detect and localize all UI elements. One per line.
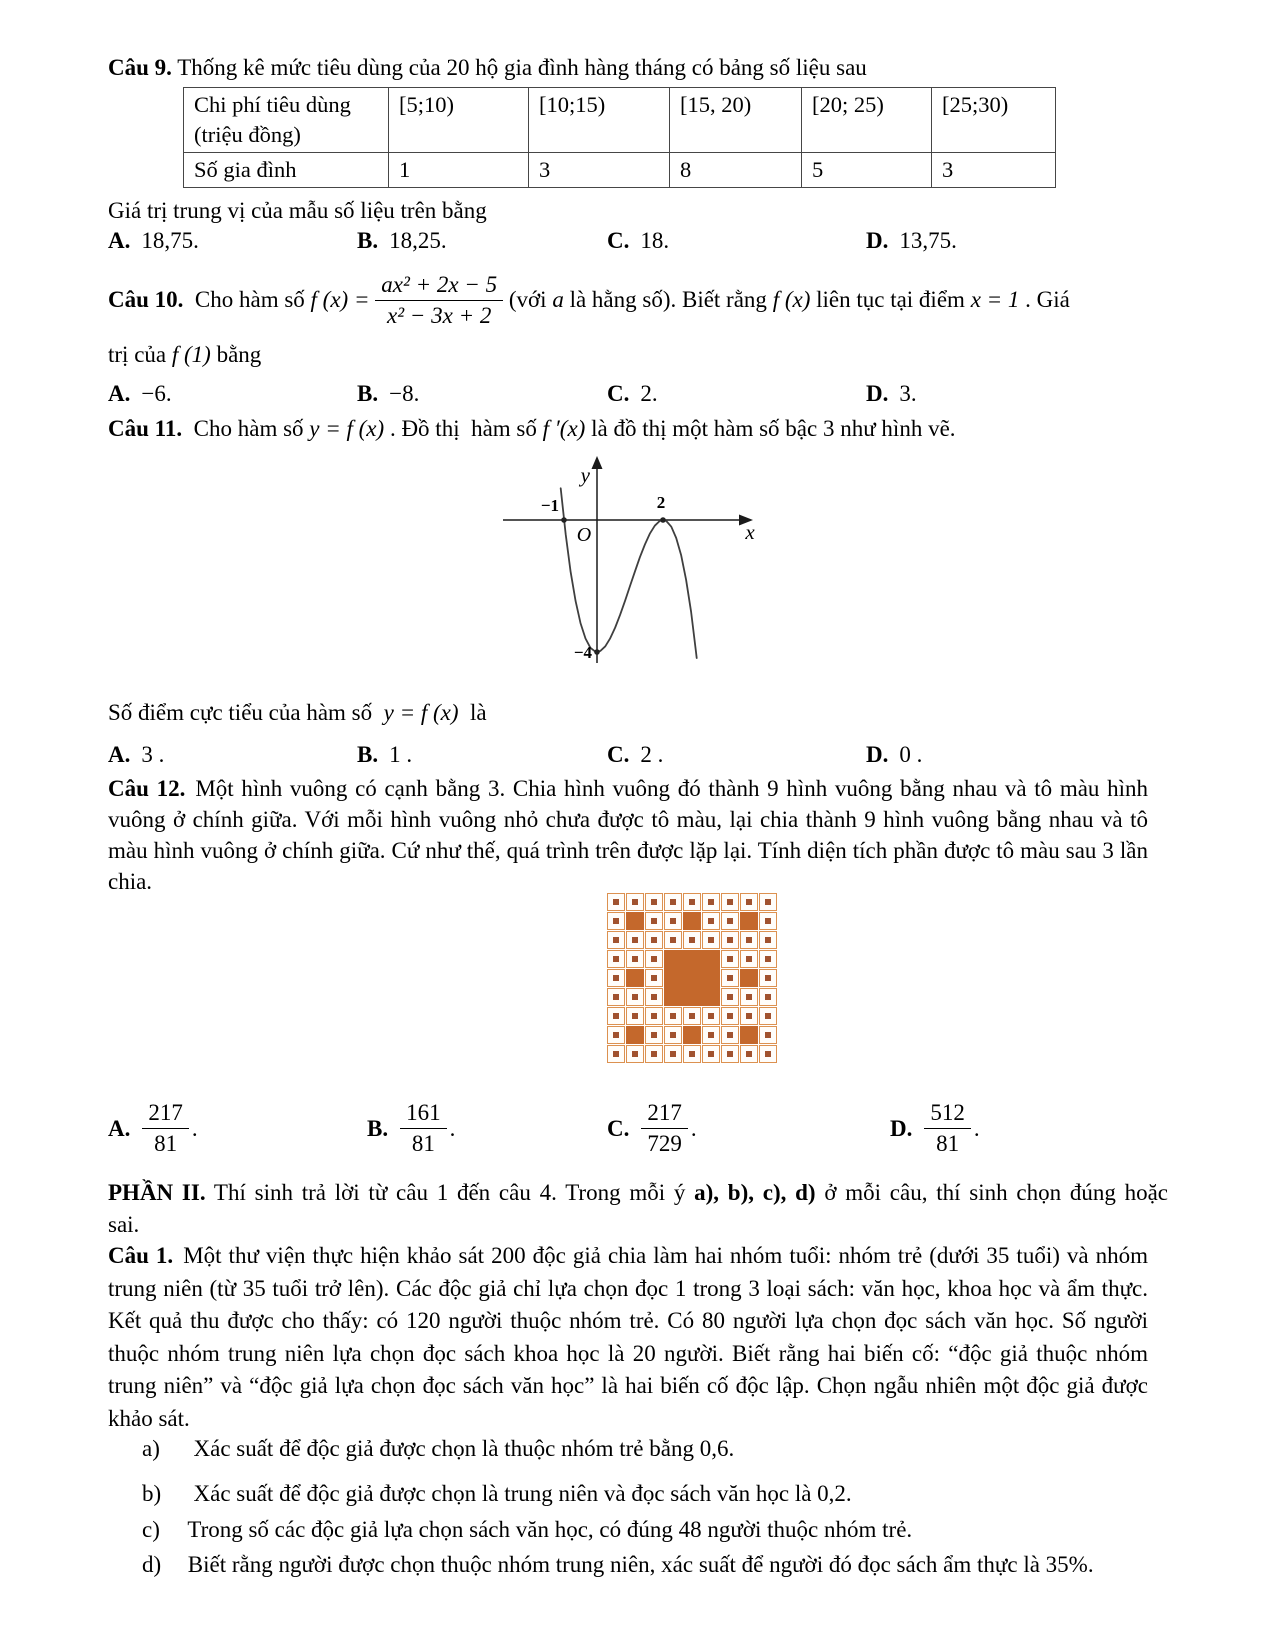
fractal-dot [765,956,771,962]
fractal-cell [683,893,701,911]
fractal-dot [765,918,771,924]
fractal-dot [651,994,657,1000]
fractal-cell [607,931,625,949]
fractal-dot [651,1032,657,1038]
fractal-cell [702,893,720,911]
fractal-dot [765,899,771,905]
part2-label: PHẦN II. [108,1180,206,1205]
fractal-dot [689,899,695,905]
fraction: $\frac{161}{81}$ [400,1100,447,1157]
fractal-dot [708,899,714,905]
fractal-cell [683,1026,701,1044]
table-header-cell: Số gia đình [184,153,389,188]
interval-cell: [25;30) [932,88,1056,153]
fractal-dot [727,975,733,981]
point-x-neg1 [561,517,567,523]
fractal-cell [645,950,663,968]
fractal-cell [702,1045,720,1063]
q1-item-d: d) Biết rằng người được chọn thuộc nhóm trung niên, xác suất để người đó đọc sách ẩm thực là 35%. [142,1552,1094,1577]
fractal-dot [689,937,695,943]
q1-item-a: a) Xác suất để độc giả được chọn là thuộc nhóm trẻ bằng 0,6. [142,1436,735,1461]
fractal-dot [613,994,619,1000]
fractal-cell [645,931,663,949]
fractal-dot [632,899,638,905]
x-axis-label: x [745,520,755,544]
fractal-dot [613,899,619,905]
option-c: C. $\frac{217}{729}$ . [607,1100,697,1156]
q12-text: Một hình vuông có cạnh bằng 3. Chia hình vuông đó thành 9 hình vuông bằng nhau và tô màu hình vuông ở chính giữa. Với mỗi hình vuông nhỏ chưa được tô màu, lại chia thành 9 hình vuông bằng nhau và tô màu hình vuông ở chính giữa. Cứ như thế, quá trình trên được lặp lại. Tính diện tích phần được tô màu sau 3 lần chia. [108,776,1148,894]
fractal-cell [759,969,777,987]
q9-label: Câu 9. [108,55,172,80]
fractal-cell [664,1026,682,1044]
q12-label: Câu 12. [108,776,186,801]
q12-paragraph [108,773,1148,897]
fractal-dot [708,937,714,943]
fractal-dot [727,1032,733,1038]
count-cell: 5 [802,153,932,188]
fractal-cell [740,969,758,987]
fractal-cell [740,950,758,968]
q9-question: Giá trị trung vị của mẫu số liệu trên bằng [108,198,487,223]
fractal-dot [765,1032,771,1038]
fractal-dot [708,1051,714,1057]
q10-label: Câu 10. [108,287,184,312]
q10-line1: Câu 10. Cho hàm số f (x) = $\frac{\text{ax² + 2x − 5}}{\text{x² − 3x + 2}}$ (với a là hằng số). Biết rằng f (x) liên tục tại điểm x = 1 . Giá [108,271,1070,328]
interval-cell: [15, 20) [670,88,802,153]
fractal-dot [727,937,733,943]
fractal-cell [645,988,663,1006]
fractal-cell [645,1026,663,1044]
q11-question: Số điểm cực tiểu của hàm số y = f (x) là [108,700,487,725]
q9-frequency-table [183,87,1056,188]
fractal-dot [651,1051,657,1057]
fractal-cell [759,1045,777,1063]
q11-label: Câu 11. [108,416,183,441]
fractal-cell [702,1007,720,1025]
x-intercept-label: −1 [540,496,559,515]
fractal-dot [765,937,771,943]
point-min [594,649,600,655]
fractal-cell [702,1026,720,1044]
fractal-dot [632,994,638,1000]
table-row [184,153,1056,188]
origin-label: O [576,524,592,546]
fractal-dot [727,956,733,962]
fractal-cell [759,912,777,930]
fractal-cell [607,1045,625,1063]
fractal-cell [607,950,625,968]
fractal-cell [759,1007,777,1025]
count-cell: 3 [529,153,670,188]
fractal-dot [632,937,638,943]
fractal-cell [626,1007,644,1025]
fractal-cell [645,893,663,911]
q11-cubic-graph [495,450,765,665]
fractal-dot [670,918,676,924]
fractal-dot [765,1051,771,1057]
fractal-dot [613,1032,619,1038]
option-d: D. $\frac{512}{81}$ . [890,1100,980,1156]
fractal-cell [607,988,625,1006]
fractal-dot [746,994,752,1000]
fractal-dot [613,956,619,962]
q9-title-text: Thống kê mức tiêu dùng của 20 hộ gia đình hàng tháng có bảng số liệu sau [171,55,867,80]
q12-options [108,1100,1183,1162]
fractal-dot [613,937,619,943]
fractal-cell [759,931,777,949]
y-axis-label: y [580,463,590,487]
fractal-dot [689,1051,695,1057]
fractal-cell [759,988,777,1006]
fractal-cell [664,893,682,911]
fractal-cell [740,1026,758,1044]
fractal-dot [613,918,619,924]
option-a: A. 3 . [108,742,165,767]
fractal-cell [759,893,777,911]
fractal-dot [632,1013,638,1019]
option-d: D. 3. [866,381,917,406]
fractal-dot [613,1051,619,1057]
fractal-cell [607,1007,625,1025]
point-x-2 [660,517,666,523]
fractal-cell [740,1045,758,1063]
fractal-cell [721,893,739,911]
fraction: $\frac{217}{81}$ [142,1100,189,1157]
fractal-dot [765,1013,771,1019]
fractal-cell [626,969,644,987]
fractal-dot [746,899,752,905]
fractal-cell [664,1007,682,1025]
q9-title [108,53,867,83]
fractal-cell [645,1045,663,1063]
q10-fx: f (x) = [310,287,376,312]
fractal-cell [740,893,758,911]
q1-item-b: b) Xác suất để độc giả được chọn là trung niên và đọc sách văn học là 0,2. [142,1481,852,1506]
fractal-cell [740,912,758,930]
fractal-cell [721,1045,739,1063]
option-a: A. $\frac{217}{81}$ . [108,1100,198,1156]
fractal-dot [670,1032,676,1038]
fractal-dot [632,956,638,962]
q10-line2: trị của f (1) bằng [108,342,262,367]
option-b: B. 1 . [357,742,413,767]
fractal-cell [721,969,739,987]
fractal-cell [626,931,644,949]
fractal-cell [626,893,644,911]
fractal-cell [721,931,739,949]
fractal-dot [651,899,657,905]
fractal-dot [727,1051,733,1057]
fractal-cell [759,1026,777,1044]
fractal-cell [626,1026,644,1044]
fractal-cell [626,950,644,968]
option-c: C. 2 . [607,742,664,767]
fractal-cell [664,912,682,930]
fractal-cell [702,912,720,930]
part2-header-line2: sai. [108,1212,140,1237]
fractal-cell [607,912,625,930]
fractal-dot [765,994,771,1000]
fractal-cell [740,931,758,949]
option-b: B. $\frac{161}{81}$ . [367,1100,456,1156]
q1-item-c: c) Trong số các độc giả lựa chọn sách văn học, có đúng 48 người thuộc nhóm trẻ. [142,1517,913,1542]
fractal-dot [708,1032,714,1038]
fractal-dot [670,1013,676,1019]
y-min-label: −4 [573,643,592,662]
interval-cell: [20; 25) [802,88,932,153]
fractal-cell [721,1026,739,1044]
fractal-cell [683,912,701,930]
x-touch-label: 2 [656,493,666,512]
fractal-cell [645,912,663,930]
fractal-dot [746,1051,752,1057]
table-row [184,88,1056,153]
fractal-cell [664,931,682,949]
fractal-cell [759,950,777,968]
fractal-dot [765,975,771,981]
fractal-cell [702,931,720,949]
fractal-dot [670,937,676,943]
q1-label: Câu 1. [108,1243,174,1268]
fractal-cell [740,1007,758,1025]
q1-paragraph [108,1240,1148,1435]
fractal-cell [683,931,701,949]
fractal-dot [727,918,733,924]
fractal-dot [651,1013,657,1019]
fractal-cell [664,1045,682,1063]
fractal-cell [607,969,625,987]
fractal-dot [727,1013,733,1019]
option-a: A. 18,75. [108,228,199,253]
fractal-dot [670,1051,676,1057]
fractal-dot [651,937,657,943]
count-cell: 8 [670,153,802,188]
fraction: $\frac{512}{81}$ [924,1100,971,1157]
table-header-cell: Chi phí tiêu dùng (triệu đồng) [184,88,389,153]
fractal-cell [721,950,739,968]
fractal-dot [651,918,657,924]
count-cell: 3 [932,153,1056,188]
y-axis-arrow [592,456,603,469]
q10-fraction: $\frac{\text{ax² + 2x − 5}}{\text{x² − 3x + 2}}$ [375,272,503,329]
fractal-cell [683,1045,701,1063]
fractal-cell [626,912,644,930]
fractal-dot [708,918,714,924]
fractal-dot [632,1051,638,1057]
fractal-dot [613,1013,619,1019]
fractal-cell [721,988,739,1006]
option-a: A. −6. [108,381,172,406]
fractal-dot [746,956,752,962]
fractal-figure [607,893,777,1063]
fractal-cell [626,1045,644,1063]
fractal-cell [721,912,739,930]
fractal-cell [626,988,644,1006]
fractal-dot [727,994,733,1000]
fractal-dot [727,899,733,905]
option-d: D. 13,75. [866,228,957,253]
fractal-dot [651,956,657,962]
fractal-dot [746,937,752,943]
fractal-dot [613,975,619,981]
count-cell: 1 [389,153,529,188]
q11-title: Câu 11. Cho hàm số y = f (x) . Đồ thị hàm số f ′(x) là đồ thị một hàm số bậc 3 như hình vẽ. [108,416,956,441]
fraction: $\frac{217}{729}$ [641,1100,688,1157]
fractal-dot [746,1013,752,1019]
interval-cell: [10;15) [529,88,670,153]
fractal-dot [689,1013,695,1019]
option-c: C. 2. [607,381,658,406]
interval-cell: [5;10) [389,88,529,153]
fractal-center-square [664,950,721,1007]
part2-header-line1: PHẦN II. Thí sinh trả lời từ câu 1 đến câu 4. Trong mỗi ý a), b), c), d) ở mỗi câu, thí sinh chọn đúng hoặc [108,1180,1168,1205]
fractal-cell [607,1026,625,1044]
option-b: B. 18,25. [357,228,447,253]
fractal-dot [670,899,676,905]
option-d: D. 0 . [866,742,923,767]
fractal-cell [645,1007,663,1025]
option-b: B. −8. [357,381,420,406]
q1-text: Một thư viện thực hiện khảo sát 200 độc giả chia làm hai nhóm tuổi: nhóm trẻ (dưới 35 tuổi) và nhóm trung niên (từ 35 tuổi trở lên). Các độc giả chỉ lựa chọn đọc 1 trong 3 loại sách: văn học, khoa học và ẩm thực. Kết quả thu được cho thấy: có 120 người thuộc nhóm trẻ. Có 80 người lựa chọn đọc sách văn học. Số người thuộc nhóm trung niên lựa chọn đọc sách khoa học là 20 người. Biết rằng hai biến cố: “độc giả thuộc nhóm trung niên” và “độc giả lựa chọn đọc sách văn học” là hai biến cố độc lập. Chọn ngẫu nhiên một độc giả được khảo sát. [108,1243,1149,1431]
fractal-cell [721,1007,739,1025]
fractal-cell [607,893,625,911]
fractal-dot [708,1013,714,1019]
fractal-cell [740,988,758,1006]
fractal-cell [683,1007,701,1025]
fractal-dot [651,975,657,981]
option-c: C. 18. [607,228,670,253]
cubic-curve [561,488,697,658]
fractal-cell [645,969,663,987]
